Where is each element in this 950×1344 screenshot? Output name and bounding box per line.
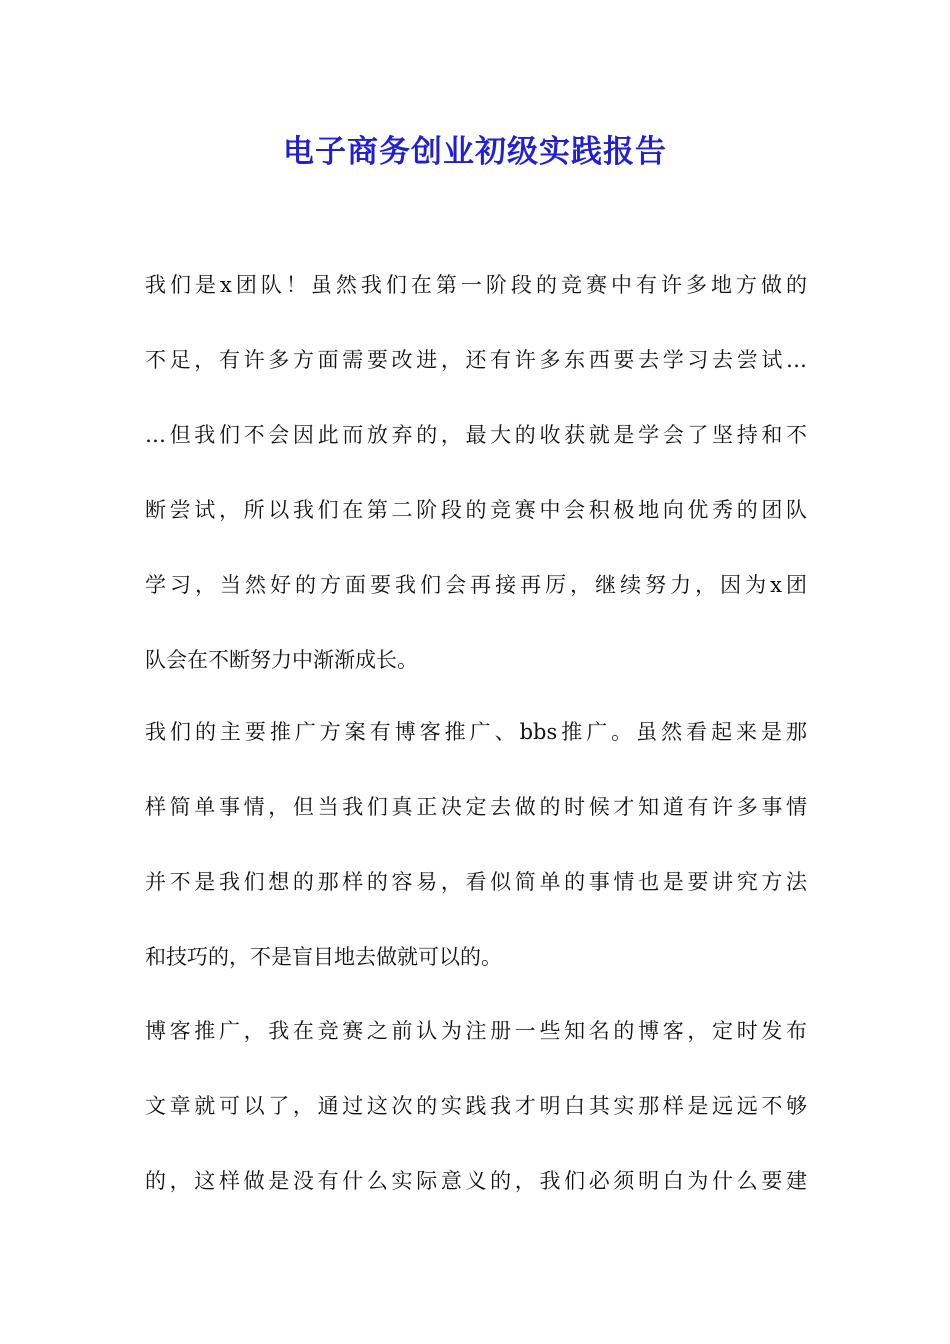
paragraph-line: 我们的主要推广方案有博客推广、bbs推广。虽然看起来是那 <box>145 720 807 744</box>
paragraph-line: 的，这样做是没有什么实际意义的，我们必须明白为什么要建 <box>145 1169 807 1193</box>
paragraph-line: 博客推广，我在竞赛之前认为注册一些知名的博客，定时发布 <box>145 1019 807 1043</box>
paragraph-line: 学习，当然好的方面要我们会再接再厉，继续努力，因为x团 <box>145 573 807 597</box>
paragraph-line: 和技巧的，不是盲目地去做就可以的。 <box>145 945 502 969</box>
document-title: 电子商务创业初级实践报告 <box>283 134 667 170</box>
paragraph-line: 样简单事情，但当我们真正决定去做的时候才知道有许多事情 <box>145 795 807 819</box>
paragraph-line: …但我们不会因此而放弃的，最大的收获就是学会了坚持和不 <box>145 423 807 447</box>
paragraph-line: 文章就可以了，通过这次的实践我才明白其实那样是远远不够 <box>145 1094 807 1118</box>
paragraph-line: 并不是我们想的那样的容易，看似简单的事情也是要讲究方法 <box>145 870 807 894</box>
paragraph-line: 我们是x团队！虽然我们在第一阶段的竞赛中有许多地方做的 <box>145 273 807 297</box>
paragraph-line: 队会在不断努力中渐渐成长。 <box>145 648 418 672</box>
paragraph-line: 不足，有许多方面需要改进，还有许多东西要去学习去尝试… <box>145 348 807 372</box>
paragraph-line: 断尝试，所以我们在第二阶段的竞赛中会积极地向优秀的团队 <box>145 498 807 522</box>
